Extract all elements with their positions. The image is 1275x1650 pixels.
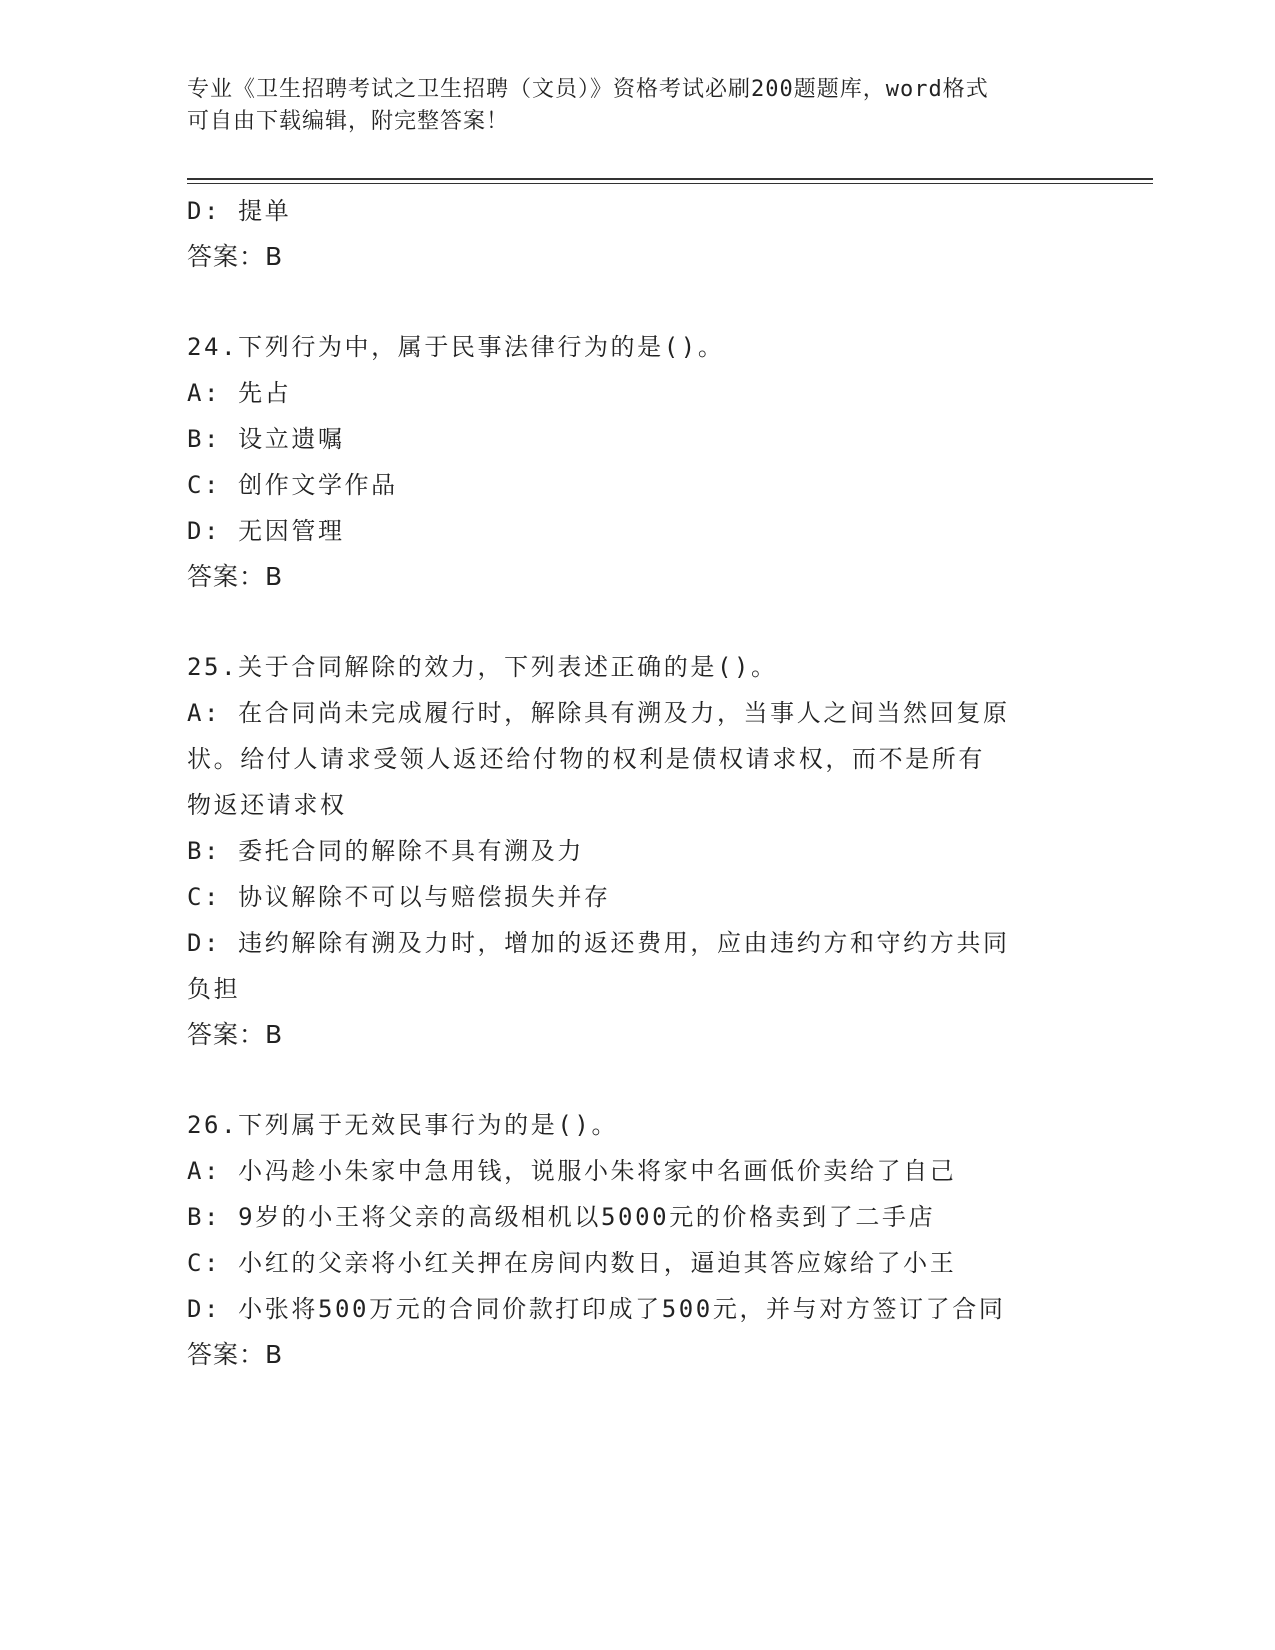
answer: 答案：B — [187, 1340, 284, 1369]
option-d: D: 无因管理 — [187, 517, 345, 545]
option-c: C: 创作文学作品 — [187, 471, 398, 499]
option-a: A: 先占 — [187, 379, 292, 407]
option-a-line-1: A: 在合同尚未完成履行时，解除具有溯及力，当事人之间当然回复原 — [187, 699, 1010, 727]
prev-answer: 答案：B — [187, 242, 284, 271]
option-b: B: 9岁的小王将父亲的高级相机以5000元的价格卖到了二手店 — [187, 1203, 936, 1231]
question-25 — [187, 644, 1087, 1058]
question-stem: 26.下列属于无效民事行为的是()。 — [187, 1111, 619, 1139]
option-c: C: 协议解除不可以与赔偿损失并存 — [187, 883, 611, 911]
option-c: C: 小红的父亲将小红关押在房间内数日，逼迫其答应嫁给了小王 — [187, 1249, 957, 1277]
spacer — [187, 600, 1087, 644]
spacer — [187, 280, 1087, 324]
answer: 答案：B — [187, 1020, 284, 1049]
spacer — [187, 1058, 1087, 1102]
option-a-line-2: 状。给付人请求受领人返还给付物的权利是债权请求权，而不是所有 — [187, 745, 985, 773]
header-line-2: 可自由下载编辑，附完整答案！ — [187, 109, 510, 134]
question-list — [187, 188, 1087, 1378]
option-b: B: 委托合同的解除不具有溯及力 — [187, 837, 584, 865]
question-stem: 25.关于合同解除的效力，下列表述正确的是()。 — [187, 653, 778, 681]
option-a-line-3: 物返还请求权 — [187, 791, 347, 819]
header-divider-thin — [187, 183, 1153, 184]
prev-option-d: D: 提单 — [187, 197, 292, 225]
option-b: B: 设立遗嘱 — [187, 425, 345, 453]
option-d-line-2: 负担 — [187, 975, 241, 1003]
option-a: A: 小冯趁小朱家中急用钱，说服小朱将家中名画低价卖给了自己 — [187, 1157, 957, 1185]
question-24 — [187, 324, 1087, 600]
question-26 — [187, 1102, 1087, 1378]
option-d: D: 小张将500万元的合同价款打印成了500元，并与对方签订了合同 — [187, 1295, 1006, 1323]
question-stem: 24.下列行为中，属于民事法律行为的是()。 — [187, 333, 725, 361]
page-header — [187, 74, 1067, 138]
header-divider-thick — [187, 178, 1153, 180]
header-line-1: 专业《卫生招聘考试之卫生招聘（文员）》资格考试必刷200题题库，word格式 — [187, 77, 989, 102]
option-d-line-1: D: 违约解除有溯及力时，增加的返还费用，应由违约方和守约方共同 — [187, 929, 1010, 957]
answer: 答案：B — [187, 562, 284, 591]
